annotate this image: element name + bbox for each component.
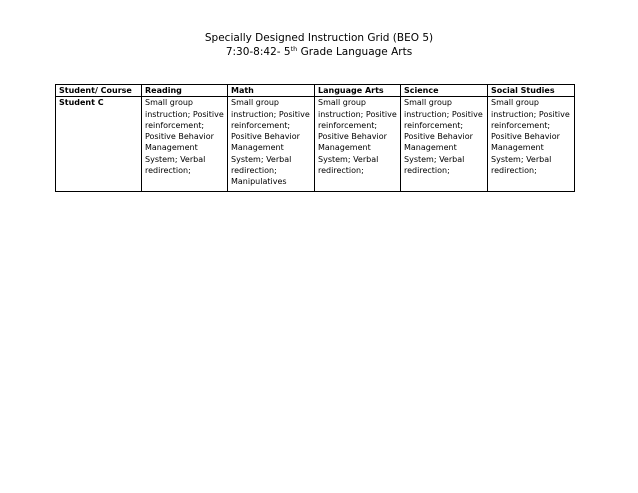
title-ordinal-suffix: th	[290, 45, 298, 53]
instruction-grid-table	[55, 84, 575, 192]
cell-text-line: Management	[491, 143, 544, 153]
math-cell	[228, 97, 315, 191]
cell-text-line: Small group	[145, 98, 193, 108]
student-name-cell: Student C	[56, 97, 142, 191]
header-social-studies: Social Studies	[488, 85, 575, 97]
cell-text-line: System; Verbal	[404, 154, 465, 164]
language-arts-cell	[315, 97, 401, 191]
cell-text-line: redirection;	[318, 166, 364, 176]
cell-text-line: redirection;	[231, 166, 277, 176]
cell-text-line: reinforcement;	[491, 120, 551, 130]
cell-text-line: Positive Behavior	[404, 132, 473, 142]
cell-text-line: instruction; Positive	[404, 109, 483, 119]
cell-text-line: System; Verbal	[491, 154, 552, 164]
document-title	[0, 31, 638, 59]
header-student-course: Student/ Course	[56, 85, 142, 97]
science-cell	[401, 97, 488, 191]
cell-text-line: Management	[318, 143, 371, 153]
cell-text-line: Small group	[318, 98, 366, 108]
cell-text-line: reinforcement;	[404, 120, 464, 130]
cell-text-line: instruction; Positive	[145, 109, 224, 119]
social-studies-cell	[488, 97, 575, 191]
header-reading: Reading	[142, 85, 228, 97]
cell-text-line: System; Verbal	[318, 154, 379, 164]
reading-cell	[142, 97, 228, 191]
cell-text-line: Management	[404, 143, 457, 153]
cell-text-line: Small group	[404, 98, 452, 108]
cell-text-line: redirection;	[145, 166, 191, 176]
cell-text-line: Positive Behavior	[231, 132, 300, 142]
cell-text-line: Positive Behavior	[491, 132, 560, 142]
title-time-grade: 7:30-8:42- 5	[225, 46, 291, 58]
header-science: Science	[401, 85, 488, 97]
cell-text-line: redirection;	[491, 166, 537, 176]
cell-text-line: Management	[231, 143, 284, 153]
table-row	[56, 97, 575, 191]
cell-text-line: Positive Behavior	[145, 132, 214, 142]
cell-text-line: redirection;	[404, 166, 450, 176]
cell-text-line: reinforcement;	[318, 120, 378, 130]
cell-text-line: Small group	[231, 98, 279, 108]
title-line-2	[0, 45, 638, 59]
cell-text-line: instruction; Positive	[231, 109, 310, 119]
cell-text-line: Positive Behavior	[318, 132, 387, 142]
cell-text-line: Management	[145, 143, 198, 153]
cell-text-line: Small group	[491, 98, 539, 108]
cell-text-line: Manipulatives	[231, 177, 287, 187]
cell-text-line: instruction; Positive	[491, 109, 570, 119]
cell-text-line: reinforcement;	[231, 120, 291, 130]
table-header-row	[56, 85, 575, 97]
header-math: Math	[228, 85, 315, 97]
cell-text-line: System; Verbal	[231, 154, 292, 164]
title-subject: Grade Language Arts	[297, 46, 413, 58]
title-line-1: Specially Designed Instruction Grid (BEO 5)	[204, 32, 434, 44]
cell-text-line: instruction; Positive	[318, 109, 397, 119]
cell-text-line: reinforcement;	[145, 120, 205, 130]
cell-text-line: System; Verbal	[145, 154, 206, 164]
header-language-arts: Language Arts	[315, 85, 401, 97]
